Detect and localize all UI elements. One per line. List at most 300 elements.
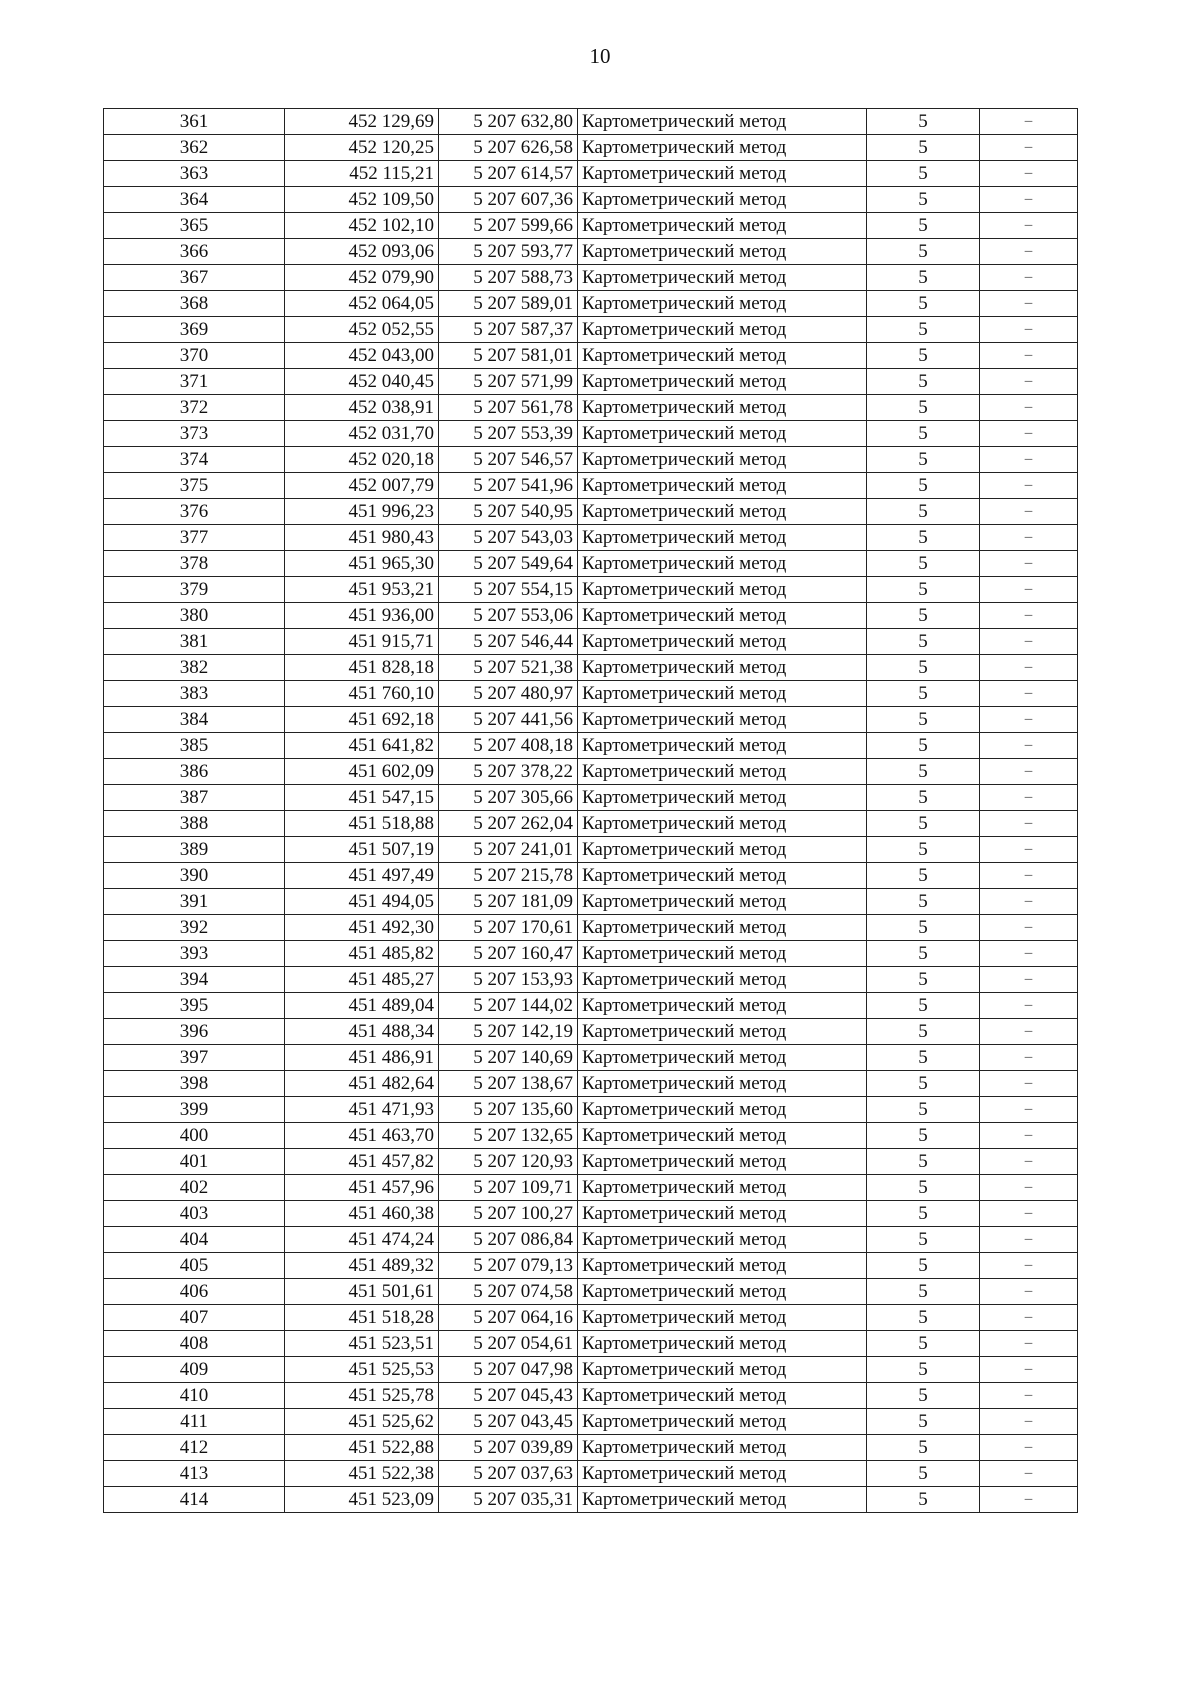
point-number-cell: 387 [104,785,285,811]
description-cell: – [980,447,1078,473]
table-row [104,1279,1078,1305]
table-row [104,369,1078,395]
x-coordinate-cell: 451 457,82 [285,1149,439,1175]
description-cell: – [980,915,1078,941]
description-cell: – [980,1357,1078,1383]
method-cell: Картометрический метод [578,707,867,733]
accuracy-cell: 5 [867,1253,980,1279]
point-number-cell: 402 [104,1175,285,1201]
method-cell: Картометрический метод [578,1175,867,1201]
x-coordinate-cell: 452 109,50 [285,187,439,213]
description-cell: – [980,525,1078,551]
x-coordinate-cell: 451 482,64 [285,1071,439,1097]
x-coordinate-cell: 452 043,00 [285,343,439,369]
y-coordinate-cell: 5 207 086,84 [439,1227,578,1253]
method-cell: Картометрический метод [578,1045,867,1071]
table-row [104,1357,1078,1383]
description-cell: – [980,421,1078,447]
method-cell: Картометрический метод [578,1123,867,1149]
table-row [104,993,1078,1019]
method-cell: Картометрический метод [578,239,867,265]
method-cell: Картометрический метод [578,551,867,577]
description-cell: – [980,161,1078,187]
description-cell: – [980,1071,1078,1097]
x-coordinate-cell: 451 488,34 [285,1019,439,1045]
y-coordinate-cell: 5 207 626,58 [439,135,578,161]
accuracy-cell: 5 [867,811,980,837]
description-cell: – [980,239,1078,265]
accuracy-cell: 5 [867,1071,980,1097]
method-cell: Картометрический метод [578,447,867,473]
point-number-cell: 413 [104,1461,285,1487]
method-cell: Картометрический метод [578,421,867,447]
y-coordinate-cell: 5 207 142,19 [439,1019,578,1045]
point-number-cell: 372 [104,395,285,421]
x-coordinate-cell: 451 457,96 [285,1175,439,1201]
point-number-cell: 383 [104,681,285,707]
method-cell: Картометрический метод [578,1097,867,1123]
description-cell: – [980,655,1078,681]
point-number-cell: 388 [104,811,285,837]
method-cell: Картометрический метод [578,811,867,837]
method-cell: Картометрический метод [578,837,867,863]
table-row [104,603,1078,629]
table-row [104,1071,1078,1097]
point-number-cell: 368 [104,291,285,317]
method-cell: Картометрический метод [578,915,867,941]
x-coordinate-cell: 451 518,88 [285,811,439,837]
table-row [104,343,1078,369]
point-number-cell: 395 [104,993,285,1019]
table-row [104,109,1078,135]
point-number-cell: 401 [104,1149,285,1175]
point-number-cell: 389 [104,837,285,863]
method-cell: Картометрический метод [578,291,867,317]
method-cell: Картометрический метод [578,525,867,551]
description-cell: – [980,889,1078,915]
description-cell: – [980,967,1078,993]
description-cell: – [980,1279,1078,1305]
description-cell: – [980,811,1078,837]
x-coordinate-cell: 451 494,05 [285,889,439,915]
method-cell: Картометрический метод [578,135,867,161]
x-coordinate-cell: 452 129,69 [285,109,439,135]
point-number-cell: 409 [104,1357,285,1383]
table-row [104,863,1078,889]
y-coordinate-cell: 5 207 614,57 [439,161,578,187]
description-cell: – [980,1435,1078,1461]
x-coordinate-cell: 452 031,70 [285,421,439,447]
point-number-cell: 379 [104,577,285,603]
point-number-cell: 370 [104,343,285,369]
accuracy-cell: 5 [867,941,980,967]
accuracy-cell: 5 [867,421,980,447]
table-row [104,967,1078,993]
accuracy-cell: 5 [867,655,980,681]
accuracy-cell: 5 [867,551,980,577]
accuracy-cell: 5 [867,603,980,629]
table-row [104,525,1078,551]
point-number-cell: 393 [104,941,285,967]
point-number-cell: 398 [104,1071,285,1097]
method-cell: Картометрический метод [578,395,867,421]
method-cell: Картометрический метод [578,967,867,993]
point-number-cell: 378 [104,551,285,577]
accuracy-cell: 5 [867,1461,980,1487]
table-row [104,1045,1078,1071]
accuracy-cell: 5 [867,1227,980,1253]
method-cell: Картометрический метод [578,343,867,369]
point-number-cell: 390 [104,863,285,889]
table-row [104,551,1078,577]
point-number-cell: 374 [104,447,285,473]
accuracy-cell: 5 [867,733,980,759]
point-number-cell: 405 [104,1253,285,1279]
description-cell: – [980,1201,1078,1227]
description-cell: – [980,603,1078,629]
accuracy-cell: 5 [867,1383,980,1409]
accuracy-cell: 5 [867,1305,980,1331]
y-coordinate-cell: 5 207 054,61 [439,1331,578,1357]
x-coordinate-cell: 451 463,70 [285,1123,439,1149]
x-coordinate-cell: 451 522,88 [285,1435,439,1461]
table-row [104,629,1078,655]
x-coordinate-cell: 451 474,24 [285,1227,439,1253]
description-cell: – [980,265,1078,291]
description-cell: – [980,1149,1078,1175]
x-coordinate-cell: 451 996,23 [285,499,439,525]
y-coordinate-cell: 5 207 039,89 [439,1435,578,1461]
accuracy-cell: 5 [867,187,980,213]
point-number-cell: 410 [104,1383,285,1409]
y-coordinate-cell: 5 207 521,38 [439,655,578,681]
y-coordinate-cell: 5 207 035,31 [439,1487,578,1513]
accuracy-cell: 5 [867,759,980,785]
accuracy-cell: 5 [867,265,980,291]
method-cell: Картометрический метод [578,1487,867,1513]
accuracy-cell: 5 [867,1331,980,1357]
y-coordinate-cell: 5 207 043,45 [439,1409,578,1435]
description-cell: – [980,785,1078,811]
description-cell: – [980,343,1078,369]
point-number-cell: 396 [104,1019,285,1045]
description-cell: – [980,291,1078,317]
accuracy-cell: 5 [867,1279,980,1305]
point-number-cell: 369 [104,317,285,343]
accuracy-cell: 5 [867,1201,980,1227]
x-coordinate-cell: 451 547,15 [285,785,439,811]
description-cell: – [980,577,1078,603]
x-coordinate-cell: 451 489,32 [285,1253,439,1279]
x-coordinate-cell: 451 486,91 [285,1045,439,1071]
description-cell: – [980,109,1078,135]
x-coordinate-cell: 451 525,53 [285,1357,439,1383]
table-row [104,785,1078,811]
method-cell: Картометрический метод [578,681,867,707]
method-cell: Картометрический метод [578,785,867,811]
accuracy-cell: 5 [867,681,980,707]
method-cell: Картометрический метод [578,1331,867,1357]
x-coordinate-cell: 452 102,10 [285,213,439,239]
accuracy-cell: 5 [867,967,980,993]
y-coordinate-cell: 5 207 153,93 [439,967,578,993]
x-coordinate-cell: 451 489,04 [285,993,439,1019]
table-row [104,239,1078,265]
point-number-cell: 411 [104,1409,285,1435]
x-coordinate-cell: 452 052,55 [285,317,439,343]
method-cell: Картометрический метод [578,1253,867,1279]
accuracy-cell: 5 [867,473,980,499]
accuracy-cell: 5 [867,1435,980,1461]
description-cell: – [980,1461,1078,1487]
x-coordinate-cell: 451 525,62 [285,1409,439,1435]
table-row [104,1331,1078,1357]
x-coordinate-cell: 451 936,00 [285,603,439,629]
method-cell: Картометрический метод [578,1305,867,1331]
table-row [104,733,1078,759]
y-coordinate-cell: 5 207 554,15 [439,577,578,603]
page-number: 10 [589,44,611,68]
y-coordinate-cell: 5 207 160,47 [439,941,578,967]
point-number-cell: 406 [104,1279,285,1305]
point-number-cell: 414 [104,1487,285,1513]
point-number-cell: 371 [104,369,285,395]
x-coordinate-cell: 452 093,06 [285,239,439,265]
method-cell: Картометрический метод [578,655,867,681]
table-row [104,1175,1078,1201]
coordinates-table-body [104,109,1078,1513]
y-coordinate-cell: 5 207 553,06 [439,603,578,629]
accuracy-cell: 5 [867,109,980,135]
y-coordinate-cell: 5 207 589,01 [439,291,578,317]
point-number-cell: 407 [104,1305,285,1331]
table-row [104,1201,1078,1227]
accuracy-cell: 5 [867,395,980,421]
description-cell: – [980,863,1078,889]
accuracy-cell: 5 [867,889,980,915]
y-coordinate-cell: 5 207 408,18 [439,733,578,759]
x-coordinate-cell: 452 064,05 [285,291,439,317]
x-coordinate-cell: 452 120,25 [285,135,439,161]
x-coordinate-cell: 451 641,82 [285,733,439,759]
x-coordinate-cell: 451 485,82 [285,941,439,967]
coordinates-table [103,108,1078,1513]
y-coordinate-cell: 5 207 241,01 [439,837,578,863]
point-number-cell: 377 [104,525,285,551]
y-coordinate-cell: 5 207 581,01 [439,343,578,369]
method-cell: Картометрический метод [578,1227,867,1253]
method-cell: Картометрический метод [578,941,867,967]
x-coordinate-cell: 452 079,90 [285,265,439,291]
accuracy-cell: 5 [867,447,980,473]
x-coordinate-cell: 452 020,18 [285,447,439,473]
table-row [104,889,1078,915]
y-coordinate-cell: 5 207 109,71 [439,1175,578,1201]
point-number-cell: 397 [104,1045,285,1071]
table-row [104,1019,1078,1045]
description-cell: – [980,551,1078,577]
y-coordinate-cell: 5 207 553,39 [439,421,578,447]
accuracy-cell: 5 [867,1045,980,1071]
table-row [104,577,1078,603]
table-row [104,213,1078,239]
table-row [104,1123,1078,1149]
table-row [104,1383,1078,1409]
table-row [104,941,1078,967]
method-cell: Картометрический метод [578,1279,867,1305]
table-row [104,291,1078,317]
point-number-cell: 364 [104,187,285,213]
y-coordinate-cell: 5 207 079,13 [439,1253,578,1279]
y-coordinate-cell: 5 207 037,63 [439,1461,578,1487]
description-cell: – [980,1227,1078,1253]
method-cell: Картометрический метод [578,369,867,395]
description-cell: – [980,395,1078,421]
point-number-cell: 394 [104,967,285,993]
description-cell: – [980,473,1078,499]
accuracy-cell: 5 [867,785,980,811]
y-coordinate-cell: 5 207 215,78 [439,863,578,889]
x-coordinate-cell: 451 692,18 [285,707,439,733]
table-row [104,447,1078,473]
y-coordinate-cell: 5 207 587,37 [439,317,578,343]
table-row [104,811,1078,837]
x-coordinate-cell: 451 497,49 [285,863,439,889]
method-cell: Картометрический метод [578,1357,867,1383]
y-coordinate-cell: 5 207 561,78 [439,395,578,421]
y-coordinate-cell: 5 207 546,44 [439,629,578,655]
x-coordinate-cell: 451 980,43 [285,525,439,551]
table-row [104,1435,1078,1461]
method-cell: Картометрический метод [578,161,867,187]
table-row [104,317,1078,343]
description-cell: – [980,1383,1078,1409]
description-cell: – [980,213,1078,239]
x-coordinate-cell: 452 115,21 [285,161,439,187]
accuracy-cell: 5 [867,1149,980,1175]
point-number-cell: 380 [104,603,285,629]
accuracy-cell: 5 [867,629,980,655]
point-number-cell: 361 [104,109,285,135]
table-row [104,681,1078,707]
table-row [104,421,1078,447]
y-coordinate-cell: 5 207 170,61 [439,915,578,941]
y-coordinate-cell: 5 207 045,43 [439,1383,578,1409]
accuracy-cell: 5 [867,369,980,395]
x-coordinate-cell: 451 518,28 [285,1305,439,1331]
method-cell: Картометрический метод [578,1071,867,1097]
table-row [104,1097,1078,1123]
method-cell: Картометрический метод [578,733,867,759]
method-cell: Картометрический метод [578,1149,867,1175]
x-coordinate-cell: 451 522,38 [285,1461,439,1487]
accuracy-cell: 5 [867,707,980,733]
point-number-cell: 367 [104,265,285,291]
method-cell: Картометрический метод [578,993,867,1019]
x-coordinate-cell: 451 501,61 [285,1279,439,1305]
accuracy-cell: 5 [867,1097,980,1123]
method-cell: Картометрический метод [578,889,867,915]
y-coordinate-cell: 5 207 378,22 [439,759,578,785]
y-coordinate-cell: 5 207 546,57 [439,447,578,473]
y-coordinate-cell: 5 207 543,03 [439,525,578,551]
y-coordinate-cell: 5 207 549,64 [439,551,578,577]
y-coordinate-cell: 5 207 305,66 [439,785,578,811]
point-number-cell: 391 [104,889,285,915]
description-cell: – [980,1331,1078,1357]
y-coordinate-cell: 5 207 262,04 [439,811,578,837]
description-cell: – [980,1019,1078,1045]
method-cell: Картометрический метод [578,1383,867,1409]
description-cell: – [980,1045,1078,1071]
method-cell: Картометрический метод [578,577,867,603]
description-cell: – [980,1305,1078,1331]
y-coordinate-cell: 5 207 588,73 [439,265,578,291]
table-row [104,161,1078,187]
point-number-cell: 392 [104,915,285,941]
y-coordinate-cell: 5 207 480,97 [439,681,578,707]
point-number-cell: 404 [104,1227,285,1253]
description-cell: – [980,369,1078,395]
x-coordinate-cell: 452 038,91 [285,395,439,421]
point-number-cell: 375 [104,473,285,499]
x-coordinate-cell: 451 485,27 [285,967,439,993]
point-number-cell: 400 [104,1123,285,1149]
method-cell: Картометрический метод [578,863,867,889]
y-coordinate-cell: 5 207 593,77 [439,239,578,265]
x-coordinate-cell: 451 492,30 [285,915,439,941]
description-cell: – [980,941,1078,967]
y-coordinate-cell: 5 207 541,96 [439,473,578,499]
description-cell: – [980,1175,1078,1201]
table-row [104,759,1078,785]
method-cell: Картометрический метод [578,213,867,239]
point-number-cell: 403 [104,1201,285,1227]
table-row [104,499,1078,525]
description-cell: – [980,629,1078,655]
accuracy-cell: 5 [867,343,980,369]
accuracy-cell: 5 [867,239,980,265]
method-cell: Картометрический метод [578,187,867,213]
description-cell: – [980,707,1078,733]
x-coordinate-cell: 451 523,51 [285,1331,439,1357]
accuracy-cell: 5 [867,1123,980,1149]
y-coordinate-cell: 5 207 571,99 [439,369,578,395]
description-cell: – [980,837,1078,863]
table-row [104,1227,1078,1253]
method-cell: Картометрический метод [578,1409,867,1435]
table-row [104,1461,1078,1487]
table-row [104,1149,1078,1175]
accuracy-cell: 5 [867,213,980,239]
y-coordinate-cell: 5 207 540,95 [439,499,578,525]
accuracy-cell: 5 [867,161,980,187]
point-number-cell: 385 [104,733,285,759]
point-number-cell: 408 [104,1331,285,1357]
y-coordinate-cell: 5 207 181,09 [439,889,578,915]
method-cell: Картометрический метод [578,1201,867,1227]
method-cell: Картометрический метод [578,1019,867,1045]
method-cell: Картометрический метод [578,109,867,135]
accuracy-cell: 5 [867,577,980,603]
accuracy-cell: 5 [867,993,980,1019]
description-cell: – [980,759,1078,785]
description-cell: – [980,681,1078,707]
method-cell: Картометрический метод [578,629,867,655]
description-cell: – [980,187,1078,213]
accuracy-cell: 5 [867,135,980,161]
x-coordinate-cell: 451 507,19 [285,837,439,863]
